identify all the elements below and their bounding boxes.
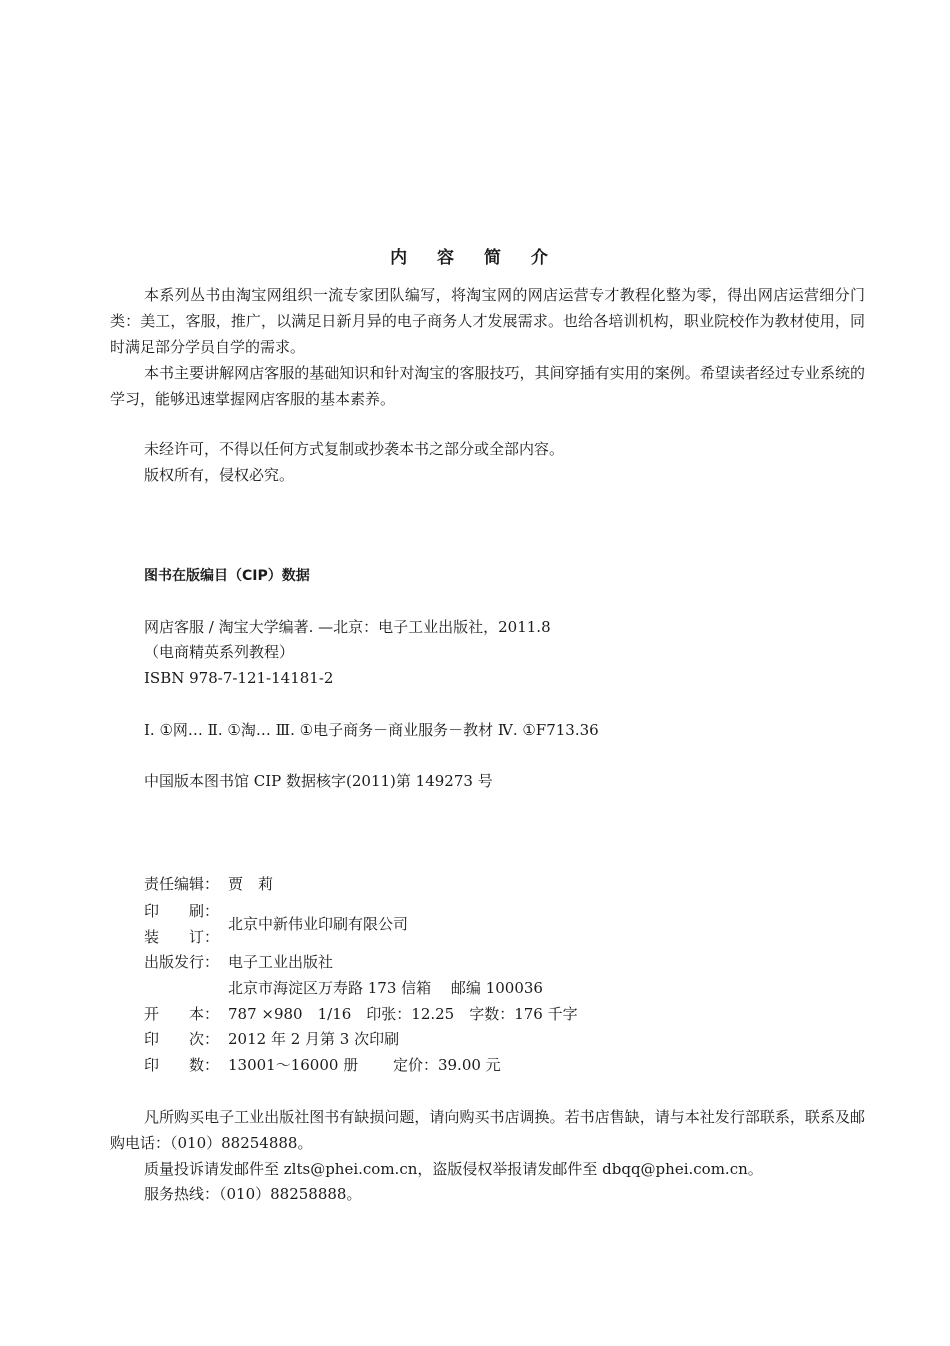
cip-title-line: 网店客服 / 淘宝大学编著. —北京：电子工业出版社，2011.8: [144, 618, 551, 636]
print-label: 印 刷：: [144, 902, 220, 920]
edition-label: 印 次：: [144, 1030, 220, 1048]
publisher-address: 北京市海淀区万寿路 173 信箱 邮编 100036: [228, 979, 543, 997]
edition-value: 2012 年 2 月第 3 次印刷: [228, 1030, 400, 1048]
bind-label: 装 订：: [144, 928, 220, 946]
printer-value: 北京中新伟业印刷有限公司: [228, 915, 409, 933]
count-label: 印 数：: [144, 1056, 220, 1074]
imprint-editor: [144, 871, 273, 897]
publisher-label: 出版发行：: [144, 953, 220, 971]
imprint-print: [144, 898, 228, 924]
footer-paragraph: 凡所购买电子工业出版社图书有缺损问题，请向购买书店调换。若书店售缺，请与本社发行部联系，联系及邮购电话：（010）88254888。: [110, 1108, 865, 1152]
imprint-format: [144, 1001, 578, 1027]
editor-label: 责任编辑：: [144, 875, 220, 893]
format-value: 787 ×980 1/16 印张：12.25 字数：176 千字: [228, 1005, 578, 1023]
cip-series-line: （电商精英系列教程）: [144, 643, 295, 661]
imprint-edition: [144, 1026, 399, 1052]
cip-classification: Ⅰ. ①网… Ⅱ. ①淘… Ⅲ. ①电子商务－商业服务－教材 Ⅳ. ①F713.36: [144, 721, 599, 739]
summary-paragraph-1: 本系列丛书由淘宝网组织一流专家团队编写，将淘宝网的网店运营专才教程化整为零，得出网店运营细分门类：美工，客服，推广，以满足日新月异的电子商务人才发展需求。也给各培训机构，职业院校作为教材使用，同时满足部分学员自学的需求。: [110, 286, 865, 356]
footer-complaint-line: 质量投诉请发邮件至 zlts@phei.com.cn，盗版侵权举报请发邮件至 dbqq@phei.com.cn。: [144, 1160, 763, 1178]
footer-hotline: 服务热线：（010）88258888。: [144, 1185, 362, 1203]
editor-value: 贾 莉: [228, 875, 274, 893]
publisher-value: 电子工业出版社: [228, 953, 334, 971]
imprint-publisher: [144, 949, 333, 975]
count-value: 13001～16000 册 定价：39.00 元: [228, 1056, 501, 1074]
imprint-count: [144, 1052, 501, 1078]
copy-notice: 未经许可，不得以任何方式复制或抄袭本书之部分或全部内容。: [144, 440, 565, 458]
cip-record-number: 中国版本图书馆 CIP 数据核字(2011)第 149273 号: [144, 772, 493, 790]
cip-heading: 图书在版编目（CIP）数据: [144, 568, 310, 584]
summary-paragraph-2: 本书主要讲解网店客服的基础知识和针对淘宝的客服技巧，其间穿插有实用的案例。希望读者经过专业系统的学习，能够迅速掌握网店客服的基本素养。: [110, 364, 865, 408]
imprint-bind: [144, 924, 228, 950]
summary-title: 内 容 简 介: [390, 248, 560, 268]
cip-isbn: ISBN 978-7-121-14181-2: [144, 669, 334, 687]
format-label: 开 本：: [144, 1005, 220, 1023]
rights-notice: 版权所有，侵权必究。: [144, 466, 295, 484]
